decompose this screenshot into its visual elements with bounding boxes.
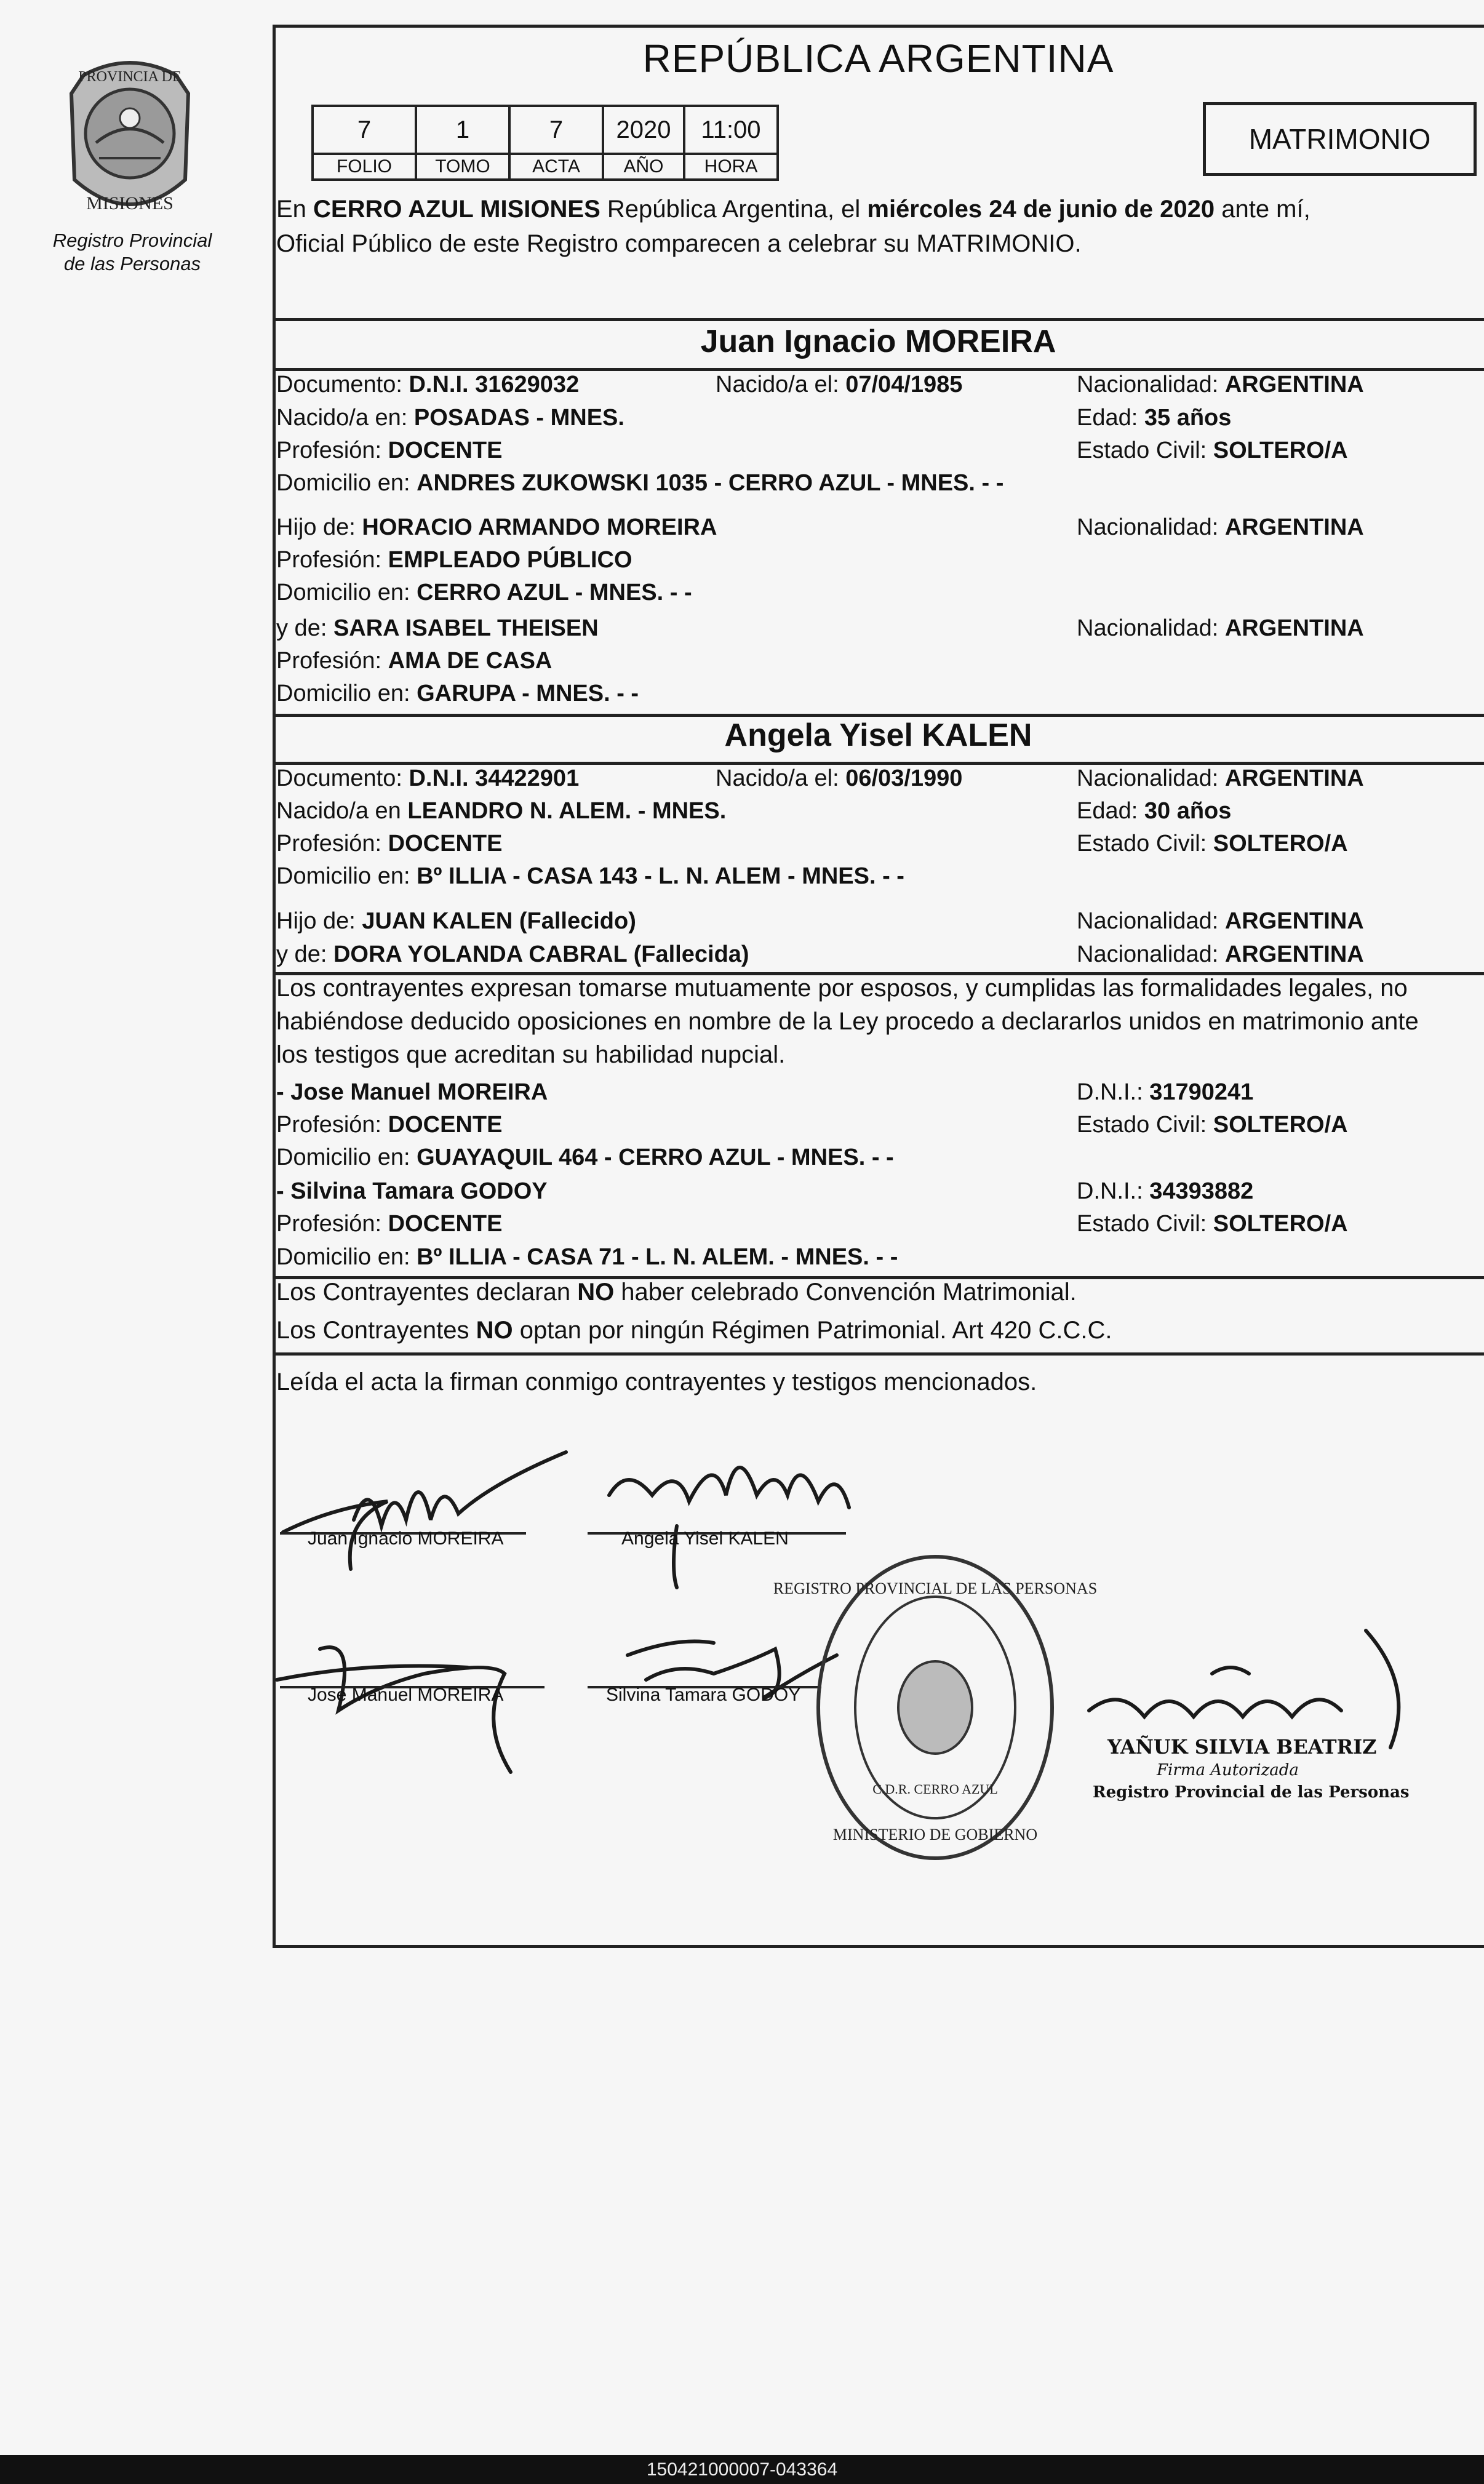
spouse2-profession: Profesión: DOCENTE — [276, 831, 503, 857]
convention-line-2: Los Contrayentes NO optan por ningún Régimen Patrimonial. Art 420 C.C.C. — [276, 1317, 1112, 1344]
spouse2-nationality: Nacionalidad: ARGENTINA — [1077, 765, 1364, 791]
spouse2-born-on: Nacido/a el: 06/03/1990 — [716, 765, 963, 791]
logo-bottom-text: MISIONES — [86, 193, 174, 214]
logo-caption-line1: Registro Provincial — [52, 230, 212, 251]
spouse2-mother: y de: DORA YOLANDA CABRAL (Fallecida) — [276, 941, 749, 967]
folio-label: FOLIO — [313, 154, 416, 180]
signature-label-juan: Juan Ignacio MOREIRA — [308, 1528, 504, 1549]
intro-place: CERRO AZUL MISIONES — [313, 196, 600, 223]
spouse1-father-address: Domicilio en: CERRO AZUL - MNES. - - — [276, 580, 692, 605]
declaration-line-2: habiéndose deducido oposiciones en nombre de la Ley procedo a declararlos unidos en matrimonio ante — [276, 1008, 1419, 1035]
closing-text: Leída el acta la firman conmigo contrayentes y testigos mencionados. — [276, 1368, 1037, 1396]
registry-round-seal — [773, 1551, 1098, 1864]
witness2-address: Domicilio en: Bº ILLIA - CASA 71 - L. N. ALEM. - MNES. - - — [276, 1244, 898, 1270]
document-title: REPÚBLICA ARGENTINA — [642, 36, 1114, 81]
witness2-civil: Estado Civil: SOLTERO/A — [1077, 1211, 1348, 1237]
witness2-profession: Profesión: DOCENTE — [276, 1211, 503, 1237]
witness1-dni: D.N.I.: 31790241 — [1077, 1079, 1254, 1105]
spouse2-address: Domicilio en: Bº ILLIA - CASA 143 - L. N. ALEM - MNES. - - — [276, 863, 904, 889]
spouse1-civil: Estado Civil: SOLTERO/A — [1077, 437, 1348, 463]
logo-top-text: PROVINCIA DE — [78, 69, 182, 85]
witness1-address: Domicilio en: GUAYAQUIL 464 - CERRO AZUL - MNES. - - — [276, 1144, 894, 1170]
spouse1-mother-nationality: Nacionalidad: ARGENTINA — [1077, 615, 1364, 641]
divider — [273, 318, 1484, 321]
witness1-profession: Profesión: DOCENTE — [276, 1112, 503, 1138]
spouse1-mother-address: Domicilio en: GARUPA - MNES. - - — [276, 681, 639, 706]
spouse1-mother-profession: Profesión: AMA DE CASA — [276, 648, 553, 674]
seal-ring-bottom-text: MINISTERIO DE GOBIERNO — [832, 1826, 1038, 1843]
spouse1-born-in: Nacido/a en: POSADAS - MNES. — [276, 405, 624, 431]
official-stamp-org: Registro Provincial de las Personas — [1093, 1783, 1410, 1802]
intro-line-2: Oficial Público de este Registro comparecen a celebrar su MATRIMONIO. — [276, 230, 1082, 257]
anio-value: 2020 — [603, 106, 684, 154]
signature-label-jose: Jose Manuel MOREIRA — [308, 1685, 504, 1705]
hora-label: HORA — [684, 154, 778, 180]
spouse2-born-in: Nacido/a en LEANDRO N. ALEM. - MNES. — [276, 798, 727, 824]
spouse1-born-on: Nacido/a el: 07/04/1985 — [716, 372, 963, 397]
convention-line-1: Los Contrayentes declaran NO haber celebrado Convención Matrimonial. — [276, 1279, 1077, 1306]
spouse2-father: Hijo de: JUAN KALEN (Fallecido) — [276, 908, 636, 934]
signature-official — [1089, 1631, 1398, 1747]
spouse1-age: Edad: 35 años — [1077, 405, 1232, 431]
acta-value: 7 — [509, 106, 603, 154]
spouse1-name: Juan Ignacio MOREIRA — [700, 324, 1056, 359]
acta-label: ACTA — [509, 154, 603, 180]
spouse1-address: Domicilio en: ANDRES ZUKOWSKI 1035 - CERRO AZUL - MNES. - - — [276, 470, 1004, 496]
official-stamp-role: Firma Autorizada — [1157, 1761, 1299, 1779]
logo-caption — [37, 229, 228, 276]
spouse2-name: Angela Yisel KALEN — [724, 717, 1032, 753]
intro-date: miércoles 24 de junio de 2020 — [867, 196, 1215, 223]
footer-code: 150421000007-043364 — [0, 2455, 1484, 2484]
spouse2-civil: Estado Civil: SOLTERO/A — [1077, 831, 1348, 857]
spouse1-doc: Documento: D.N.I. 31629032 — [276, 372, 580, 397]
declaration-line-3: los testigos que acreditan su habilidad nupcial. — [276, 1041, 786, 1068]
province-crest-logo — [59, 57, 201, 223]
spouse2-age: Edad: 30 años — [1077, 798, 1232, 824]
tomo-value: 1 — [416, 106, 509, 154]
witness2-dni: D.N.I.: 34393882 — [1077, 1178, 1254, 1204]
hora-value: 11:00 — [684, 106, 778, 154]
signature-jose — [277, 1647, 511, 1772]
spouse1-father-profession: Profesión: EMPLEADO PÚBLICO — [276, 547, 632, 573]
declaration-line-1: Los contrayentes expresan tomarse mutuamente por esposos, y cumplidas las formalidades legales, no — [276, 975, 1408, 1002]
witness1-civil: Estado Civil: SOLTERO/A — [1077, 1112, 1348, 1138]
signature-juan — [283, 1452, 566, 1569]
signature-label-angela: Angela Yisel KALEN — [621, 1528, 789, 1549]
spouse2-father-nationality: Nacionalidad: ARGENTINA — [1077, 908, 1364, 934]
spouse1-father: Hijo de: HORACIO ARMANDO MOREIRA — [276, 514, 717, 540]
intro-line-1: En CERRO AZUL MISIONES República Argentina, el miércoles 24 de junio de 2020 ante mí, — [276, 196, 1310, 223]
spouse1-mother: y de: SARA ISABEL THEISEN — [276, 615, 599, 641]
witness2-name: - Silvina Tamara GODOY — [276, 1178, 548, 1204]
witness1-name: - Jose Manuel MOREIRA — [276, 1079, 548, 1105]
signature-label-silvina: Silvina Tamara GODOY — [606, 1685, 801, 1705]
logo-caption-line2: de las Personas — [63, 253, 201, 274]
registry-table — [311, 105, 779, 181]
folio-value: 7 — [313, 106, 416, 154]
divider — [273, 1352, 1484, 1356]
tomo-label: TOMO — [416, 154, 509, 180]
spouse2-doc: Documento: D.N.I. 34422901 — [276, 765, 580, 791]
anio-label: AÑO — [603, 154, 684, 180]
spouse1-profession: Profesión: DOCENTE — [276, 437, 503, 463]
official-stamp-name: YAÑUK SILVIA BEATRIZ — [1107, 1735, 1377, 1759]
spouse2-mother-nationality: Nacionalidad: ARGENTINA — [1077, 941, 1364, 967]
spouse1-nationality: Nacionalidad: ARGENTINA — [1077, 372, 1364, 397]
seal-inner-text: C.D.R. CERRO AZUL — [872, 1781, 998, 1797]
seal-ring-top-text: REGISTRO PROVINCIAL DE LAS PERSONAS — [773, 1579, 1098, 1597]
act-type-box: MATRIMONIO — [1203, 102, 1477, 176]
spouse1-father-nationality: Nacionalidad: ARGENTINA — [1077, 514, 1364, 540]
